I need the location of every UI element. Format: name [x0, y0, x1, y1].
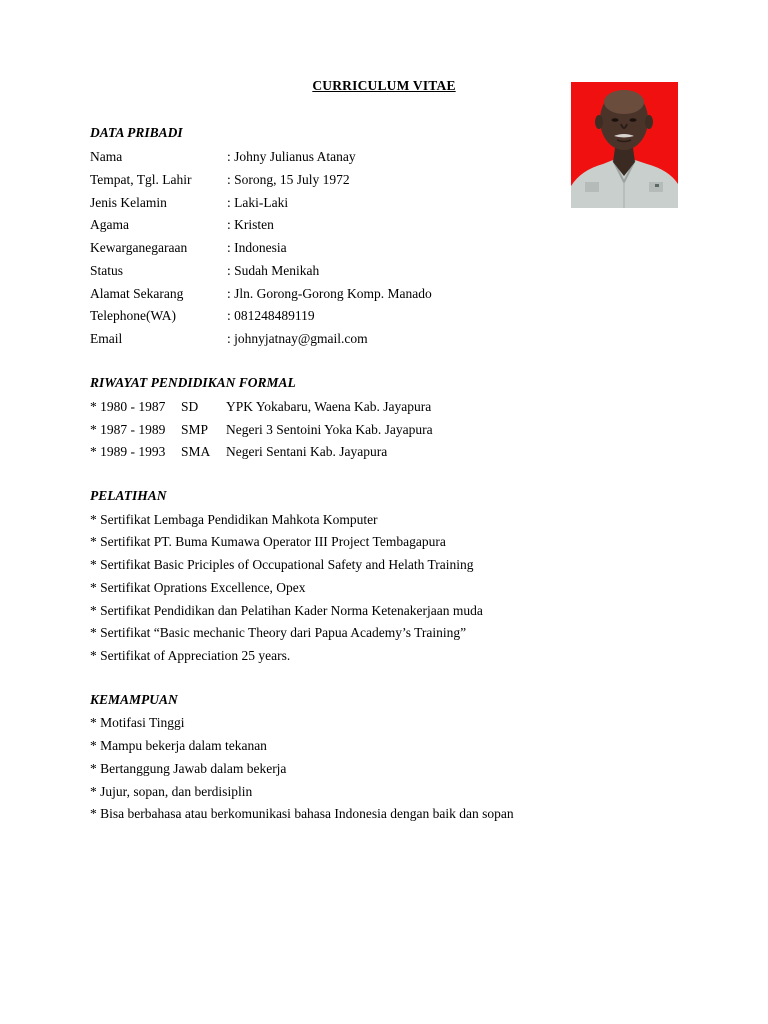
personal-data-heading: DATA PRIBADI: [90, 125, 183, 140]
skill-item: * Motifasi Tinggi: [90, 715, 185, 730]
training-item: * Sertifikat “Basic mechanic Theory dari Papua Academy’s Training”: [90, 625, 467, 640]
field-label: Nama: [90, 149, 123, 164]
field-value: : Jln. Gorong-Gorong Komp. Manado: [227, 286, 432, 301]
training-item: * Sertifikat Basic Priciples of Occupational Safety and Helath Training: [90, 557, 474, 572]
field-label: Kewarganegaraan: [90, 240, 188, 255]
training-item: * Sertifikat Lembaga Pendidikan Mahkota Komputer: [90, 512, 378, 527]
field-label: Status: [90, 263, 124, 278]
field-value: : Indonesia: [227, 240, 287, 255]
field-label: Tempat, Tgl. Lahir: [90, 172, 192, 187]
field-value: : Johny Julianus Atanay: [227, 149, 356, 164]
skill-item: * Bisa berbahasa atau berkomunikasi bahasa Indonesia dengan baik dan sopan: [90, 806, 514, 821]
education-level: SMA: [181, 444, 211, 459]
education-school: Negeri Sentani Kab. Jayapura: [226, 444, 388, 459]
education-school: Negeri 3 Sentoini Yoka Kab. Jayapura: [226, 422, 433, 437]
field-label: Jenis Kelamin: [90, 195, 167, 210]
education-years: * 1989 - 1993: [90, 444, 166, 459]
field-label: Telephone(WA): [90, 308, 177, 323]
profile-photo: [571, 82, 678, 208]
training-item: * Sertifikat Pendidikan dan Pelatihan Kader Norma Ketenakerjaan muda: [90, 603, 483, 618]
education-heading: RIWAYAT PENDIDIKAN FORMAL: [90, 375, 296, 390]
field-value: : Kristen: [227, 217, 274, 232]
skill-item: * Mampu bekerja dalam tekanan: [90, 738, 267, 753]
education-years: * 1987 - 1989: [90, 422, 166, 437]
field-value: : 081248489119: [227, 308, 315, 323]
field-value: : Sorong, 15 July 1972: [227, 172, 350, 187]
education-level: SD: [181, 399, 199, 414]
training-heading: PELATIHAN: [90, 488, 167, 503]
education-years: * 1980 - 1987: [90, 399, 166, 414]
field-value: : Sudah Menikah: [227, 263, 320, 278]
skills-heading: KEMAMPUAN: [90, 692, 178, 707]
field-label: Email: [90, 331, 123, 346]
field-value: : Laki-Laki: [227, 195, 289, 210]
education-school: YPK Yokabaru, Waena Kab. Jayapura: [226, 399, 432, 414]
document-title: CURRICULUM VITAE: [312, 78, 456, 93]
field-label: Agama: [90, 217, 129, 232]
education-level: SMP: [181, 422, 209, 437]
training-item: * Sertifikat PT. Buma Kumawa Operator III Project Tembagapura: [90, 534, 446, 549]
skill-item: * Bertanggung Jawab dalam bekerja: [90, 761, 287, 776]
field-value: : johnyjatnay@gmail.com: [227, 331, 368, 346]
training-item: * Sertifikat of Appreciation 25 years.: [90, 648, 291, 663]
field-label: Alamat Sekarang: [90, 286, 184, 301]
skill-item: * Jujur, sopan, dan berdisiplin: [90, 784, 253, 799]
training-item: * Sertifikat Oprations Excellence, Opex: [90, 580, 306, 595]
